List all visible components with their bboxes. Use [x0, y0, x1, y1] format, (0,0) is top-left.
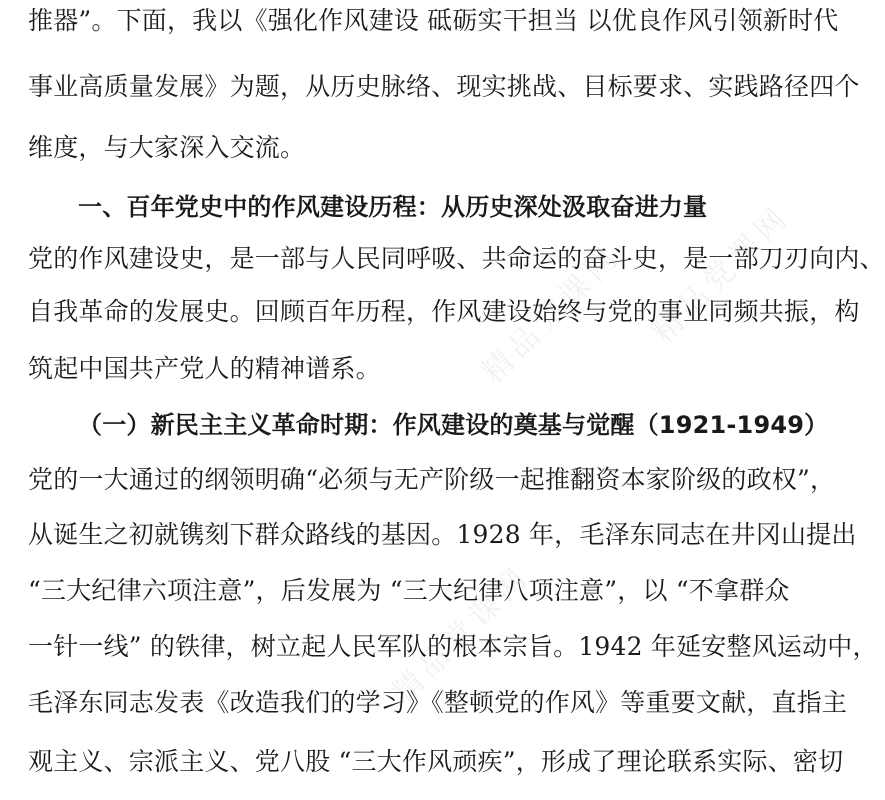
- body-text-line: 党的作风建设史，是一部与人民同呼吸、共命运的奋斗史，是一部刀刃向内、: [28, 244, 885, 273]
- body-text-line: “三大纪律六项注意”，后发展为 “三大纪律八项注意”，以 “不拿群众: [28, 576, 790, 605]
- body-text-line: 党的一大通过的纲领明确“必须与无产阶级一起推翻资本家阶级的政权”，: [28, 465, 836, 494]
- body-text-line: 一针一线” 的铁律，树立起人民军队的根本宗旨。1942 年延安整风运动中，: [28, 632, 878, 661]
- body-text-line: 自我革命的发展史。回顾百年历程，作风建设始终与党的事业同频共振，构: [28, 297, 860, 326]
- body-text-line: 事业高质量发展》为题，从历史脉络、现实挑战、目标要求、实践路径四个: [28, 72, 860, 101]
- body-text-line: 从诞生之初就镌刻下群众路线的基因。1928 年，毛泽东同志在井冈山提出: [28, 520, 857, 549]
- body-text-line: 筑起中国共产党人的精神谱系。: [28, 354, 381, 383]
- body-text-line: 观主义、宗派主义、党八股 “三大作风顽疾”，形成了理论联系实际、密切: [28, 747, 844, 776]
- body-text-line: 推器”。下面，我以《强化作风建设 砥砺实干担当 以优良作风引领新时代: [28, 6, 839, 35]
- body-text-line: 毛泽东同志发表《改造我们的学习》《整顿党的作风》等重要文献，直指主: [28, 688, 848, 717]
- body-text-line: 维度，与大家深入交流。: [28, 133, 306, 162]
- subsection-heading: （一）新民主主义革命时期：作风建设的奠基与觉醒（1921-1949）: [78, 411, 829, 439]
- section-heading: 一、百年党史中的作风建设历程：从历史深处汲取奋进力量: [78, 193, 708, 221]
- watermark: 精品党课网: [385, 558, 538, 711]
- watermark: 精品党课网: [645, 198, 798, 351]
- watermark: 精品党课网: [475, 238, 628, 391]
